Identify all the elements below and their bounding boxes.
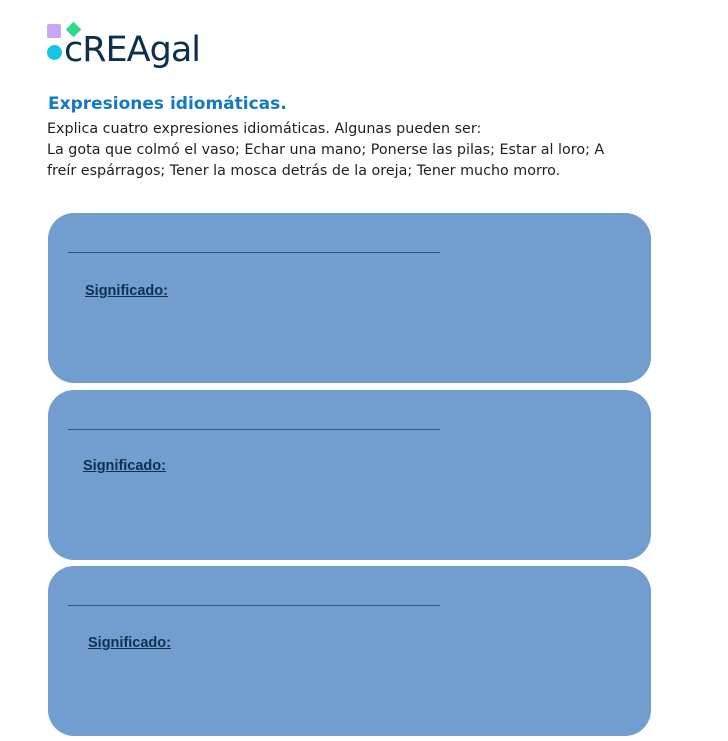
expression-answer-line[interactable]: [68, 252, 440, 253]
logo-text: cREAgal: [64, 30, 201, 70]
expression-card-2: [48, 390, 651, 560]
page-title: Expresiones idiomáticas.: [48, 94, 287, 114]
logo-dot-icon: [47, 45, 62, 60]
instructions-line-2: La gota que colmó el vaso; Echar una mano; Ponerse las pilas; Estar al loro; A: [47, 142, 605, 158]
meaning-label: Significado:: [88, 635, 171, 651]
instructions-line-3: freír espárragos; Tener la mosca detrás de la oreja; Tener mucho morro.: [47, 163, 561, 179]
expression-card-1: [48, 213, 651, 383]
logo-square-icon: [47, 24, 61, 38]
expression-answer-line[interactable]: [68, 605, 440, 606]
expression-answer-line[interactable]: [68, 429, 440, 430]
meaning-label: Significado:: [85, 283, 168, 299]
instructions: [47, 119, 707, 182]
meaning-label: Significado:: [83, 458, 166, 474]
creagal-logo: [47, 22, 207, 74]
instructions-line-1: Explica cuatro expresiones idiomáticas. Algunas pueden ser:: [47, 121, 482, 137]
expression-card-3: [48, 566, 651, 736]
